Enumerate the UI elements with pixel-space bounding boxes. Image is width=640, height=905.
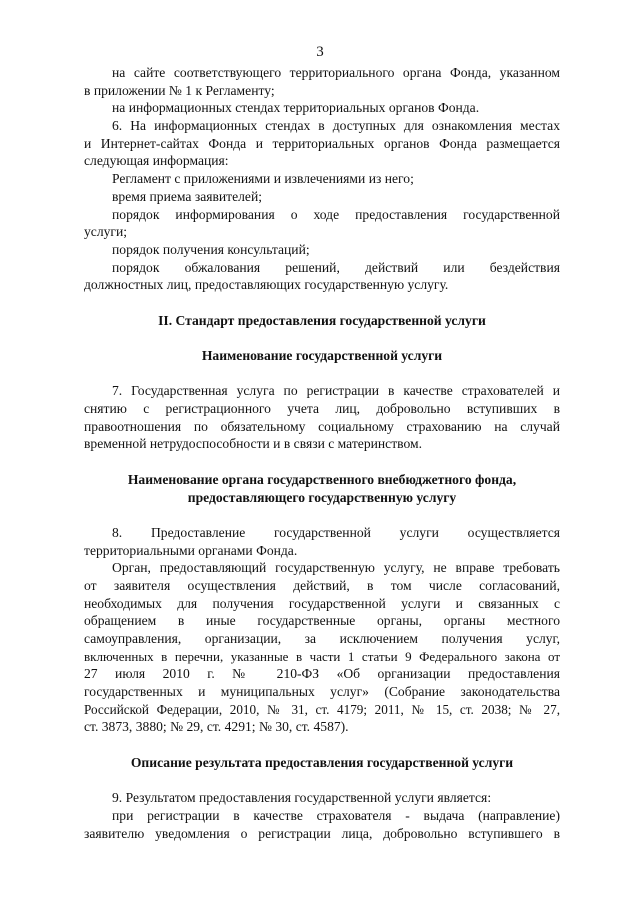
subsection-heading: Описание результата предоставления государственной услуги <box>130 754 514 770</box>
text-line: 8. Предоставление государственной услуги осуществляется <box>112 524 560 540</box>
text-line: 7. Государственная услуга по регистрации в качестве страхователей и <box>112 383 560 399</box>
text-line: временной нетрудоспособности и в связи с материнством. <box>84 436 423 452</box>
text-line: порядок получения консультаций; <box>112 241 310 257</box>
text-line: на информационных стендах территориальных органов Фонда. <box>112 100 480 116</box>
section-heading: II. Стандарт предоставления государственной услуги <box>158 312 486 328</box>
text-line: услуги; <box>84 224 128 240</box>
text-line: в приложении № 1 к Регламенту; <box>84 82 275 98</box>
text-line: территориальными органами Фонда. <box>84 542 298 558</box>
text-line: на сайте соответствующего территориального органа Фонда, указанном <box>112 65 560 80</box>
text-line: 27 июля 2010 г. № 210-ФЗ «Об организации предоставления <box>84 666 560 682</box>
text-line: ст. 3873, 3880; № 29, ст. 4291; № 30, ст. 4587). <box>84 719 349 735</box>
text-line: необходимых для получения государственной услуги и связанных с <box>84 595 560 611</box>
text-line: государственных и муниципальных услуг» (Собрание законодательства <box>84 684 560 700</box>
text-line: Регламент с приложениями и извлечениями из него; <box>112 171 414 187</box>
text-line: 9. Результатом предоставления государственной услуги является: <box>112 790 492 806</box>
text-line: заявителю уведомления о регистрации лица, добровольно вступившего в <box>84 825 560 841</box>
text-line: Российской Федерации, 2010, № 31, ст. 4179; 2011, № 15, ст. 2038; № 27, <box>84 701 560 717</box>
page-number: 3 <box>316 44 324 60</box>
text-line: от заявителя осуществления действий, в том числе согласований, <box>84 577 560 593</box>
text-line: правоотношения по обязательному социальному страхованию на случай <box>84 418 560 434</box>
text-line: Орган, предоставляющий государственную услугу, не вправе требовать <box>112 560 560 576</box>
text-line: должностных лиц, предоставляющих государственную услугу. <box>84 277 449 293</box>
text-line: включенных в перечни, указанные в части 1 статьи 9 Федерального закона от <box>84 648 560 664</box>
text-line: время приема заявителей; <box>112 188 263 204</box>
text-line: самоуправления, организации, за исключением получения услуг, <box>84 631 560 646</box>
text-line: и Интернет-сайтах Фонда и территориальных органов Фонда размещается <box>84 135 560 151</box>
document-body <box>84 64 560 842</box>
subsection-heading: Наименование органа государственного внебюджетного фонда, <box>127 471 517 487</box>
text-line: при регистрации в качестве страхователя - выдача (направление) <box>112 807 560 823</box>
subsection-heading: предоставляющего государственную услугу <box>187 489 457 505</box>
text-line: 6. На информационных стендах в доступных для ознакомления местах <box>112 118 560 134</box>
subsection-heading: Наименование государственной услуги <box>201 348 443 363</box>
text-line: порядок информирования о ходе предоставления государственной <box>112 206 560 222</box>
text-line: порядок обжалования решений, действий или бездействия <box>112 259 560 275</box>
text-line: снятию с регистрационного учета лиц, добровольно вступивших в <box>84 401 560 417</box>
text-line: обращением в иные государственные органы, органы местного <box>84 613 560 629</box>
text-line: следующая информация: <box>84 153 229 169</box>
